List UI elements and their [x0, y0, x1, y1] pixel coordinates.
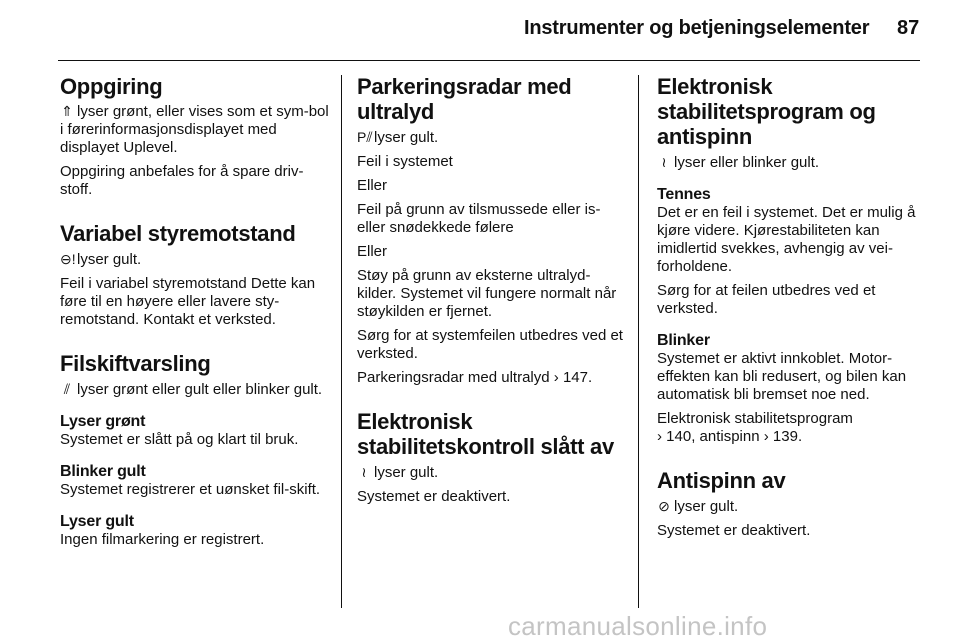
- parking-radar-icon: P⫽: [357, 129, 373, 145]
- watermark: carmanualsonline.info: [508, 611, 768, 641]
- subtitle-lyser-gult: Lyser gult: [60, 513, 134, 530]
- section-title-esp: Elektronisk stabilitetsprogram og antispinn: [657, 74, 876, 149]
- parkering-text-5: Eller: [357, 243, 388, 260]
- page-ref-arrow-icon: ›: [657, 428, 662, 445]
- section-title-parkering: Parkeringsradar med ultralyd: [357, 74, 572, 124]
- parkering-text-3: Eller: [357, 177, 388, 194]
- section-title-variabel: Variabel styremotstand: [60, 221, 296, 246]
- traction-off-icon: ⊘: [658, 498, 670, 514]
- lane-departure-icon: ⫽: [63, 381, 71, 397]
- subtitle-blinker-gult: Blinker gult: [60, 463, 146, 480]
- lyser-gront-text: Systemet er slått på og klart til bruk.: [60, 431, 299, 448]
- parkering-text-1: P⫽lyser gult.: [357, 129, 439, 146]
- lyser-gult-text: Ingen filmarkering er registrert.: [60, 531, 265, 548]
- header-rule: [58, 60, 920, 61]
- parkering-ref: Parkeringsradar med ultralyd › 147.: [357, 369, 593, 386]
- esp-text-1: ≀ lyser eller blinker gult.: [657, 153, 923, 172]
- page-ref-link[interactable]: 139.: [772, 428, 803, 445]
- esp-ref-links: [657, 428, 923, 446]
- page-ref-arrow-icon: ›: [763, 428, 769, 445]
- section-title-filskift: Filskiftvarsling: [60, 351, 211, 376]
- arrow-up-icon: ⇑: [61, 103, 73, 119]
- parkering-text-6: Støy på grunn av eksterne ultralyd-kilder. Systemet vil fungere normalt når støykilden er fjernet.: [357, 267, 617, 320]
- oppgiring-text-2: Oppgiring anbefales for å spare driv-stoff.: [60, 163, 304, 198]
- parkering-text-4: Feil på grunn av tilsmussede eller is-eller snødekkede følere: [357, 201, 601, 236]
- filskift-text: ⫽ lyser grønt eller gult eller blinker gult.: [60, 380, 330, 399]
- blinker-text: Systemet er aktivt innkoblet. Motor-effekten kan bli redusert, og bilen kan automatisk bli bremset noe ned.: [657, 350, 907, 403]
- blinker-gult-text: Systemet registrerer et uønsket fil-skift.: [60, 481, 321, 498]
- column-2: [357, 74, 625, 506]
- column-1: [60, 74, 330, 549]
- subtitle-blinker: Blinker: [657, 332, 710, 349]
- variabel-text: ⊖!lyser gult.: [60, 251, 142, 268]
- steering-warning-icon: ⊖!: [60, 251, 76, 267]
- subtitle-tennes: Tennes: [657, 186, 711, 203]
- esc-off-text-2: Systemet er deaktivert.: [357, 488, 511, 505]
- page-ref-link[interactable]: 140, antispinn: [666, 428, 760, 445]
- page-header: [0, 0, 960, 62]
- section-title-esc-off: Elektronisk stabilitetskontroll slått av: [357, 409, 614, 459]
- column-divider-2: [638, 75, 639, 608]
- parkering-text-2: Feil i systemet: [357, 153, 453, 170]
- oppgiring-text: ⇑ lyser grønt, eller vises som et sym-bol i førerinformasjonsdisplayet med displayet Uplevel.: [60, 103, 329, 156]
- antispinn-text-2: Systemet er deaktivert.: [657, 522, 811, 539]
- esp-ref-text: Elektronisk stabilitetsprogram: [657, 410, 853, 427]
- esc-off-icon: ≀: [361, 464, 367, 480]
- page-number: 87: [897, 17, 920, 39]
- page-ref-link[interactable]: 147.: [562, 369, 593, 386]
- column-divider-1: [341, 75, 342, 608]
- subtitle-lyser-gront: Lyser grønt: [60, 413, 146, 430]
- header-title: Instrumenter og betjeningselementer: [524, 17, 870, 39]
- page-ref-arrow-icon: ›: [553, 369, 559, 386]
- tennes-text: Det er en feil i systemet. Det er mulig å kjøre videre. Kjørestabiliteten kan imidlertid svekkes, avhengig av vei-forholdene.: [657, 204, 916, 275]
- tennes-text-2: Sørg for at feilen utbedres ved et verksted.: [657, 282, 876, 317]
- antispinn-text-1: ⊘ lyser gult.: [658, 498, 739, 515]
- column-3: [657, 74, 923, 540]
- section-title-antispinn: Antispinn av: [657, 468, 786, 493]
- variabel-text-2: Feil i variabel styremotstand Dette kan føre til en høyere eller lavere sty-remotstand. Kontakt et verksted.: [60, 275, 316, 328]
- parkering-text-7: Sørg for at systemfeilen utbedres ved et verksted.: [357, 327, 623, 362]
- esp-icon: ≀: [661, 154, 667, 170]
- section-title-oppgiring: Oppgiring: [60, 74, 163, 99]
- esc-off-text-1: ≀ lyser gult.: [357, 463, 625, 482]
